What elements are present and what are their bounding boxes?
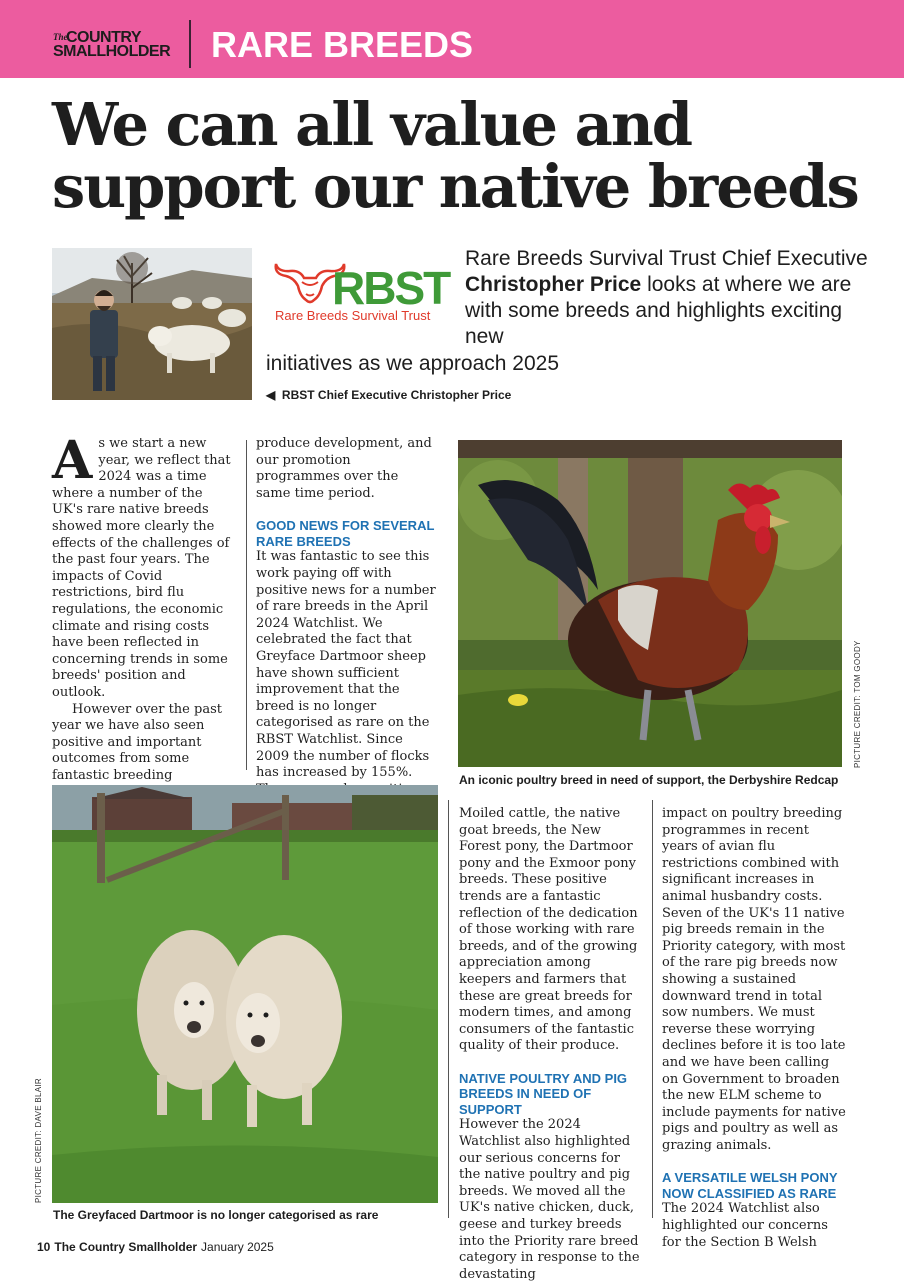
masthead-country: COUNTRY	[66, 29, 142, 46]
col1-paragraph-1: s we start a new year, we reflect that 2024 was a time where a number of the UK's rare native breeds showed more clearly the effects of the challenges of the past four years. The impacts of Covid restrictions, bird flu regulations, the economic climate and rising costs have been reflected in concerning trends in some breeds' position and outlook.	[52, 436, 231, 700]
standfirst-name: Christopher Price	[465, 273, 642, 296]
portrait-caption-text: RBST Chief Executive Christopher Price	[281, 388, 512, 402]
banner-divider	[189, 20, 191, 68]
page-number: 10	[37, 1240, 51, 1254]
col3-paragraph-1: Moiled cattle, the native goat breeds, the New Forest pony, the Dartmoor pony and the Exmoor pony breeds. These positive trends are a fantastic reflection of the dedication of those working with rare breeds, and of the growing appreciation among keepers and farmers that these are great breeds for modern times, and among consumers of the fantastic quality of their produce.	[459, 806, 638, 1054]
dropcap: A	[52, 430, 93, 491]
logo-acronym: RBST	[332, 262, 450, 314]
rooster-image	[458, 440, 842, 767]
sheep-photo	[52, 785, 438, 1203]
standfirst	[465, 246, 885, 350]
standfirst-part2: looks at where we are with some breeds and highlights exciting new	[465, 273, 852, 348]
col4-paragraph-2: The 2024 Watchlist also highlighted our concerns for the Section B Welsh	[662, 1201, 828, 1250]
column-4	[662, 806, 846, 1251]
rbst-logo	[272, 256, 452, 326]
portrait-photo	[52, 248, 252, 400]
column-rule	[652, 800, 653, 1218]
column-rule	[448, 800, 449, 1218]
col4-subhead: A VERSATILE WELSH PONY NOW CLASSIFIED AS RARE	[662, 1170, 838, 1201]
column-rule	[246, 440, 247, 770]
sheep-photo-credit: PICTURE CREDIT: DAVE BLAIR	[34, 1077, 43, 1203]
col1-paragraph-2: However over the past year we have also seen positive and important outcomes from some fantastic breeding	[52, 701, 222, 783]
portrait-image	[52, 248, 252, 400]
rooster-photo-credit: PICTURE CREDIT: TOM GOODY	[853, 640, 862, 768]
col2-subhead: GOOD NEWS FOR SEVERAL RARE BREEDS	[256, 518, 435, 549]
masthead-the: The	[53, 32, 68, 42]
col3-paragraph-2: However the 2024 Watchlist also highlighted our serious concerns for the native poultry and pig breeds. We moved all the UK's native chicken, duck, geese and turkey breeds into the Priority rare breed category in response to the devastating	[459, 1117, 640, 1282]
col2-paragraph-2: It was fantastic to see this work paying off with positive news for a number of rare breeds in the April 2024 Watchlist. We celebrated the fact that Greyface Dartmoor sheep have shown sufficient improvement that the breed is no longer categorised as rare on the RBST Watchlist. Since 2009 the number of flocks has increased by 155%.	[256, 549, 436, 781]
col4-paragraph-1: impact on poultry breeding programmes in recent years of avian flu restrictions combined with significant increases in animal husbandry costs. Seven of the UK's 11 native pig breeds remain in the Priority category, with most of the rare pig breeds now showing a sustained downward trend in total sow numbers. We must reverse these worrying declines before it is too late and we have been calling on Government to broaden the new ELM scheme to include payments for native pigs and poultry as well as grazing animals.	[662, 806, 846, 1153]
portrait-caption	[266, 388, 511, 402]
col2-paragraph-1: produce development, and our promotion programmes over the same time period.	[256, 436, 432, 501]
caption-arrow-icon: ◀	[266, 388, 282, 402]
col3-subhead: NATIVE POULTRY AND PIG BREEDS IN NEED OF SUPPORT	[459, 1070, 628, 1117]
sheep-caption: The Greyfaced Dartmoor is no longer categorised as rare	[53, 1208, 379, 1222]
standfirst-tail: initiatives as we approach 2025	[266, 352, 560, 375]
column-2	[256, 436, 436, 831]
column-3	[459, 806, 643, 1283]
rooster-photo	[458, 440, 842, 767]
page-footer	[37, 1240, 274, 1254]
headline: We can all value and support our native breeds	[52, 90, 858, 221]
footer-issue: January 2025	[201, 1240, 274, 1254]
logo-name: Rare Breeds Survival Trust	[275, 308, 431, 323]
rooster-caption: An iconic poultry breed in need of support, the Derbyshire Redcap	[459, 773, 839, 787]
standfirst-part1: Rare Breeds Survival Trust Chief Executive	[465, 247, 868, 270]
footer-publication: The Country Smallholder	[54, 1240, 198, 1254]
section-title: RARE BREEDS	[211, 24, 474, 65]
sheep-image	[52, 785, 438, 1203]
masthead-smallholder: SMALLHOLDER	[53, 43, 171, 60]
